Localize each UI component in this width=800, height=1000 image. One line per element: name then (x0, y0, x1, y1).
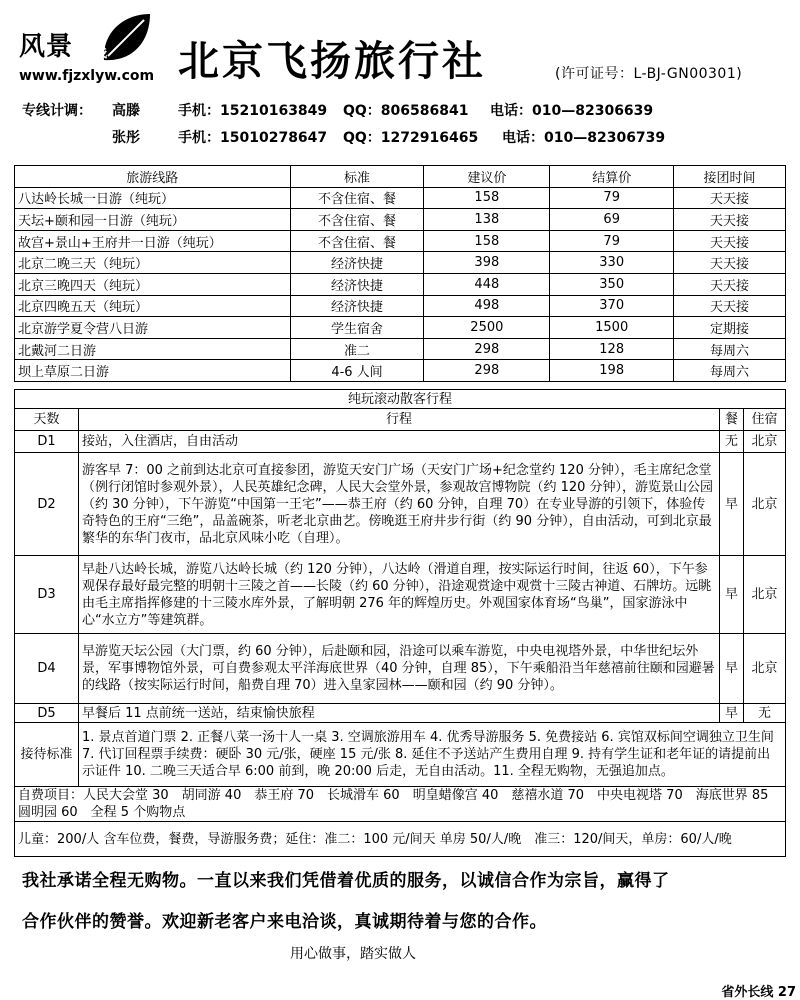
itinerary-day: D3 (15, 556, 79, 634)
route-standard: 4-6 人间 (290, 360, 424, 382)
reception-row (15, 723, 786, 787)
route-name: 北戴河二日游 (15, 338, 291, 360)
itinerary-row (15, 704, 786, 723)
route-settlement-price: 128 (550, 338, 674, 360)
route-suggested-price: 158 (424, 230, 550, 252)
agency-name: 北京飞扬旅行社 (178, 37, 486, 85)
contact-label: 专线计调： (22, 103, 92, 119)
table-row (15, 209, 786, 231)
route-standard: 经济快捷 (290, 273, 424, 295)
route-settlement-price: 198 (550, 360, 674, 382)
contact-qq: QQ：806586841 (343, 103, 469, 119)
itinerary-title-row (15, 390, 786, 409)
route-settlement-price: 350 (550, 273, 674, 295)
table-row (15, 360, 786, 382)
itinerary-stay: 北京 (744, 556, 786, 634)
itinerary-desc: 早赴八达岭长城，游览八达岭长城（约 120 分钟），八达岭（滑道自理，按实际运行时间，往返 60），下午参观保存最好最完整的明朝十三陵之首——长陵（约 60 分钟），沿途观赏途中观赏十三陵古神道、石牌坊。远眺由毛主席指挥修建的十三陵水库外景，了解明朝 276 年的辉煌历史。外观国家体育场“鸟巢”，国家游泳中心“水立方”等建筑群。 (78, 556, 719, 634)
route-suggested-price: 498 (424, 295, 550, 317)
itinerary-row (15, 634, 786, 704)
contact-phone: 电话：010—82306639 (490, 103, 654, 119)
optional-items: 自费项目：人民大会堂 30 胡同游 40 恭王府 70 长城滑车 60 明皇蜡像宫 40 慈禧水道 70 中央电视塔 70 海底世界 85 圆明园 60 全程 5 个购物点 (15, 787, 786, 822)
itinerary-day: D2 (15, 453, 79, 556)
route-settlement-price: 79 (550, 230, 674, 252)
itinerary-stay: 北京 (744, 431, 786, 453)
route-standard: 不含住宿、餐 (290, 209, 424, 231)
contact-qq: QQ：1272916465 (343, 130, 479, 146)
route-schedule: 天天接 (674, 295, 786, 317)
itinerary-day: D4 (15, 634, 79, 704)
itinerary-desc: 游客早 7：00 之前到达北京可直接参团，游览天安门广场（天安门广场+纪念堂约 120 分钟），毛主席纪念堂（例行闭馆时参观外景），人民英雄纪念碑，人民大会堂外景，参观故宫博物院（约 120 分钟），游览景山公园（约 30 分钟），下午游览“中国第一王宅”——恭王府（约 60 分钟，自理 70）在专业导游的引领下，体验传奇特色的王府“三绝”，品盖碗茶，听老北京曲艺。傍晚逛王府井步行街（约 90 分钟），自由活动，可到北京最繁华的东华门夜市，品北京风味小吃（自理）。 (78, 453, 719, 556)
leaf-icon (100, 12, 152, 64)
column-header: 标准 (290, 166, 424, 188)
itinerary-section-title: 纯玩滚动散客行程 (15, 390, 786, 409)
promise-line-2: 合作伙伴的赞誉。欢迎新老客户来电洽谈，真诚期待着与您的合作。 (22, 912, 547, 932)
itinerary-meal: 早 (720, 556, 744, 634)
column-header: 天数 (15, 409, 79, 431)
license-number: (许可证号：L-BJ-GN00301) (555, 66, 743, 82)
route-standard: 学生宿舍 (290, 317, 424, 339)
column-header: 结算价 (550, 166, 674, 188)
route-suggested-price: 138 (424, 209, 550, 231)
route-schedule: 定期接 (674, 317, 786, 339)
itinerary-row (15, 431, 786, 453)
route-settlement-price: 69 (550, 209, 674, 231)
itinerary-day: D5 (15, 704, 79, 723)
itinerary-meal: 早 (720, 453, 744, 556)
contact-phone: 电话：010—82306739 (502, 130, 666, 146)
route-settlement-price: 330 (550, 252, 674, 274)
column-header: 行程 (78, 409, 719, 431)
route-name: 坝上草原二日游 (15, 360, 291, 382)
table-row (15, 295, 786, 317)
table-row (15, 317, 786, 339)
route-standard: 不含住宿、餐 (290, 187, 424, 209)
contact-name: 张彤 (112, 130, 140, 146)
route-schedule: 天天接 (674, 187, 786, 209)
route-name: 北京游学夏令营八日游 (15, 317, 291, 339)
route-suggested-price: 2500 (424, 317, 550, 339)
route-standard: 经济快捷 (290, 295, 424, 317)
route-settlement-price: 370 (550, 295, 674, 317)
logo-suffix: 在线 (81, 46, 108, 61)
contact-mobile: 手机：15210163849 (178, 103, 328, 119)
itinerary-row (15, 453, 786, 556)
itinerary-meal: 无 (720, 431, 744, 453)
routes-table (14, 165, 786, 382)
route-suggested-price: 298 (424, 338, 550, 360)
column-header: 住宿 (744, 409, 786, 431)
reception-text: 1. 景点首道门票 2. 正餐八菜一汤十人一桌 3. 空调旅游用车 4. 优秀导游服务 5. 免费接站 6. 宾馆双标间空调独立卫生间 7. 代订回程票手续费：硬卧 30 元/张，硬座 15 元/张 8. 延住不予送站产生费用自理 9. 持有学生证和老年证的请提前出示证件 10. 二晚三天适合早 6:00 前到，晚 20:00 后走，无自由活动。11. 全程无购物，无强追加点。 (78, 723, 785, 787)
page-footer: 省外长线 27 (721, 985, 796, 1000)
optional-row (15, 787, 786, 822)
fees-row (15, 822, 786, 857)
route-schedule: 天天接 (674, 273, 786, 295)
table-row (15, 273, 786, 295)
column-header: 旅游线路 (15, 166, 291, 188)
table-row (15, 252, 786, 274)
route-suggested-price: 158 (424, 187, 550, 209)
itinerary-meal: 早 (720, 634, 744, 704)
route-name: 北京四晚五天（纯玩） (15, 295, 291, 317)
route-standard: 不含住宿、餐 (290, 230, 424, 252)
logo-brand: 风景 (19, 32, 74, 62)
column-header: 餐 (720, 409, 744, 431)
route-name: 故宫+景山+王府井一日游（纯玩） (15, 230, 291, 252)
itinerary-day: D1 (15, 431, 79, 453)
itinerary-table (14, 389, 786, 857)
table-row (15, 187, 786, 209)
itinerary-desc: 接站，入住酒店，自由活动 (78, 431, 719, 453)
route-name: 北京二晚三天（纯玩） (15, 252, 291, 274)
column-header: 接团时间 (674, 166, 786, 188)
itinerary-meal: 早 (720, 704, 744, 723)
route-name: 天坛+颐和园一日游（纯玩） (15, 209, 291, 231)
contact-name: 高滕 (112, 103, 140, 119)
logo[interactable] (15, 12, 155, 92)
itinerary-desc: 早餐后 11 点前统一送站，结束愉快旅程 (78, 704, 719, 723)
route-settlement-price: 79 (550, 187, 674, 209)
itinerary-row (15, 556, 786, 634)
slogan: 用心做事，踏实做人 (290, 946, 416, 962)
itinerary-desc: 早游览天坛公园（大门票，约 60 分钟），后赴颐和园，沿途可以乘车游览，中央电视塔外景，中华世纪坛外景，军事博物馆外景，可自费参观太平洋海底世界（40 分钟，自理 85），下午乘船沿当年慈禧前往颐和园避暑的线路（按实际运行时间，船费自理 70）进入皇家园林——颐和园（约 90 分钟）。 (78, 634, 719, 704)
route-schedule: 天天接 (674, 252, 786, 274)
route-settlement-price: 1500 (550, 317, 674, 339)
route-standard: 经济快捷 (290, 252, 424, 274)
route-standard: 准二 (290, 338, 424, 360)
extra-fees: 儿童：200/人 含车位费，餐费，导游服务费；延住：准二：100 元/间天 单房 50/人/晚 准三：120/间天，单房：60/人/晚 (15, 822, 786, 857)
itinerary-stay: 北京 (744, 634, 786, 704)
reception-label: 接待标准 (15, 723, 79, 787)
route-schedule: 每周六 (674, 360, 786, 382)
route-schedule: 天天接 (674, 209, 786, 231)
route-suggested-price: 398 (424, 252, 550, 274)
route-suggested-price: 448 (424, 273, 550, 295)
promise-line-1: 我社承诺全程无购物。一直以来我们凭借着优质的服务，以诚信合作为宗旨，赢得了 (22, 871, 670, 891)
route-name: 八达岭长城一日游（纯玩） (15, 187, 291, 209)
itinerary-stay: 无 (744, 704, 786, 723)
table-header-row (15, 166, 786, 188)
table-row (15, 230, 786, 252)
route-suggested-price: 298 (424, 360, 550, 382)
route-schedule: 每周六 (674, 338, 786, 360)
header (0, 0, 800, 165)
itinerary-header-row (15, 409, 786, 431)
contact-mobile: 手机：15010278647 (178, 130, 328, 146)
column-header: 建议价 (424, 166, 550, 188)
table-row (15, 338, 786, 360)
itinerary-stay: 北京 (744, 453, 786, 556)
route-name: 北京三晚四天（纯玩） (15, 273, 291, 295)
route-schedule: 天天接 (674, 230, 786, 252)
logo-url[interactable]: www.fjzxlyw.com (19, 68, 155, 84)
